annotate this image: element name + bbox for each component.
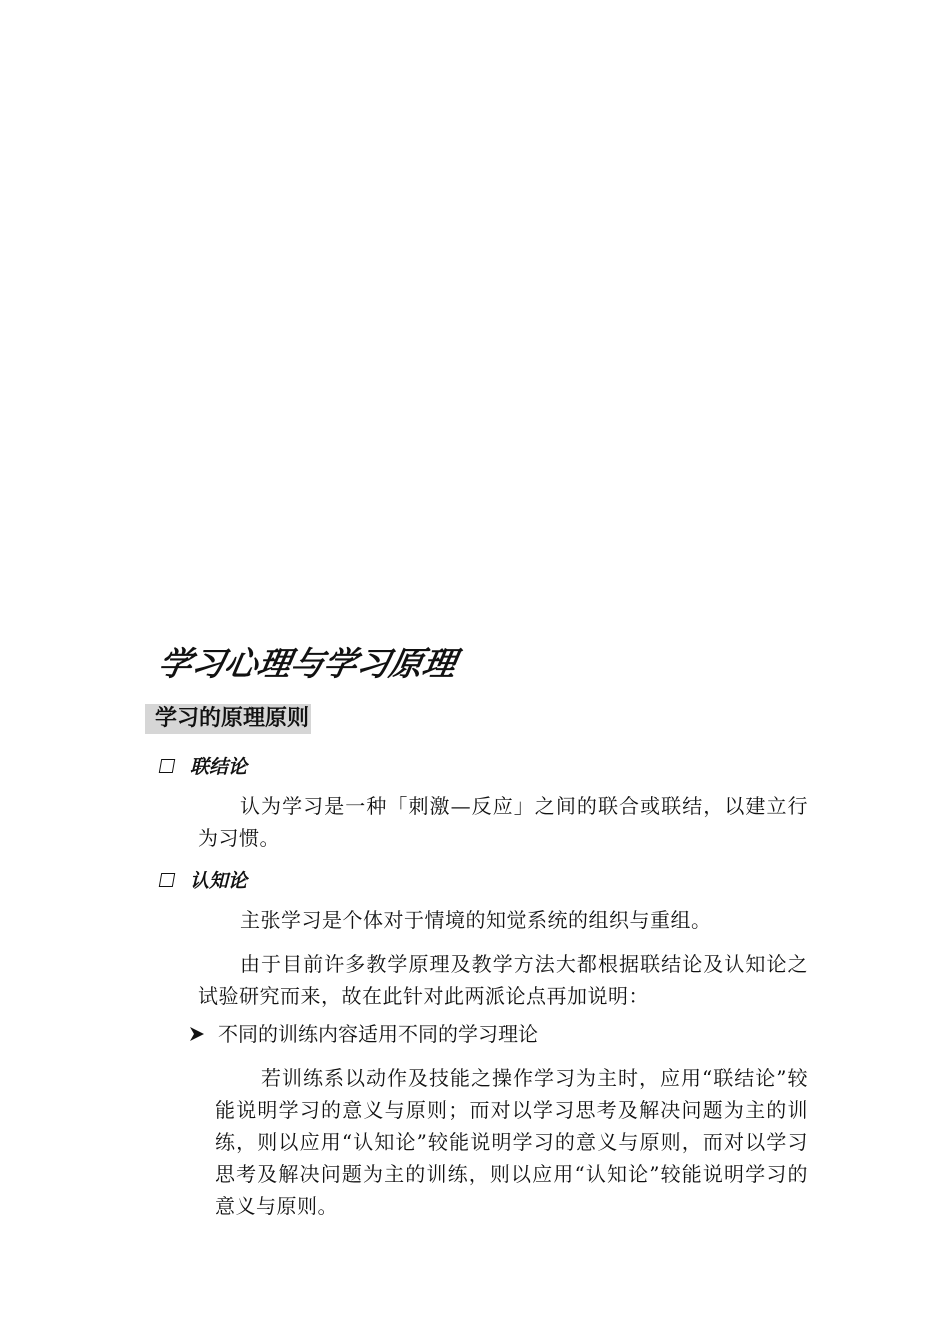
page-title: 学习心理与学习原理 [155, 644, 460, 683]
bullet-text: 不同的训练内容适用不同的学习理论 [218, 1022, 538, 1046]
bullet-item [188, 1019, 538, 1049]
sub-heading-renzhi [160, 866, 247, 893]
intro-paragraph: 由于目前许多教学原理及教学方法大都根据联结论及认知论之试验研究而来，故在此针对此两派论点再加说明： [198, 952, 808, 1008]
section-heading: 学习的原理原则 [145, 704, 311, 734]
checkbox-outline-icon [159, 759, 175, 773]
lianjie-description: 认为学习是一种「刺激—反应」之间的联合或联结，以建立行为习惯。 [198, 794, 808, 850]
checkbox-outline-icon [159, 873, 175, 887]
sub-heading-lianjie [160, 752, 247, 779]
arrow-right-icon [188, 1025, 206, 1043]
renzhi-description: 主张学习是个体对于情境的知觉系统的组织与重组。 [240, 908, 712, 932]
sub-heading-label: 联结论 [190, 756, 248, 778]
bullet-body: 若训练系以动作及技能之操作学习为主时，应用“联结论”较能说明学习的意义与原则；而对以学习思考及解决问题为主的训练，则以应用“认知论”较能说明学习的意义与原则，而对以学习思考及解决问题为主的训练，则以应用“认知论”较能说明学习的意义与原则。 [215, 1066, 808, 1218]
sub-heading-label: 认知论 [190, 870, 248, 892]
